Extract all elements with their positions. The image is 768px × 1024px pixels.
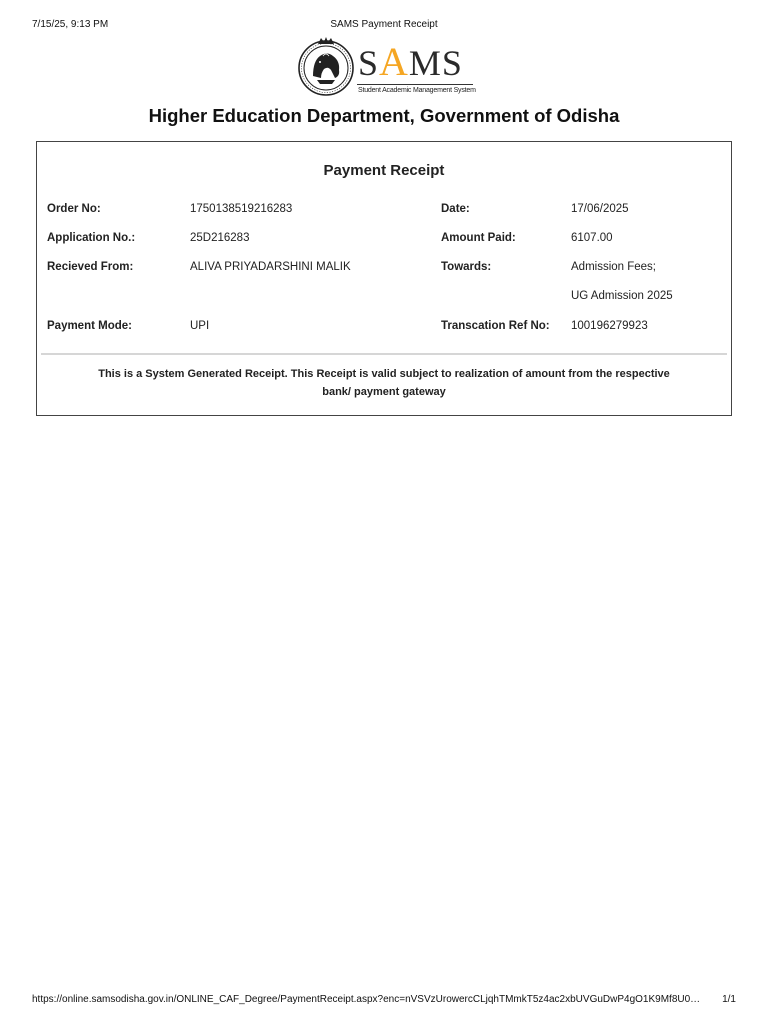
- received-from-value: ALIVA PRIYADARSHINI MALIK: [190, 261, 351, 273]
- towards-label: Towards:: [441, 261, 492, 273]
- payment-mode-label: Payment Mode:: [47, 320, 132, 332]
- date-value: 17/06/2025: [571, 203, 629, 215]
- order-no-label: Order No:: [47, 203, 101, 215]
- towards-value-line2: UG Admission 2025: [571, 290, 673, 302]
- amount-paid-label: Amount Paid:: [441, 232, 516, 244]
- brand-underline: [357, 84, 473, 85]
- print-url: https://online.samsodisha.gov.in/ONLINE_CAF_Degree/PaymentReceipt.aspx?enc=nVSVzUrowercCLjqhTMmkT5z4ac2xbUVGuDwP4gO1K9Mf8U0…: [32, 994, 701, 1005]
- amount-paid-value: 6107.00: [571, 232, 613, 244]
- transaction-ref-label: Transcation Ref No:: [441, 320, 550, 332]
- towards-value-line1: Admission Fees;: [571, 261, 657, 273]
- transaction-ref-value: 100196279923: [571, 320, 648, 332]
- receipt-disclaimer: [77, 365, 691, 401]
- application-no-label: Application No.:: [47, 232, 136, 244]
- payment-mode-value: UPI: [190, 320, 210, 332]
- print-header: [32, 19, 736, 33]
- sams-wordmark: [358, 39, 463, 84]
- print-page-title: SAMS Payment Receipt: [330, 19, 438, 30]
- logo-row: [0, 34, 768, 100]
- disclaimer-line-1: This is a System Generated Receipt. This Receipt is valid subject to realization of amount from the respective: [98, 368, 670, 380]
- order-no-value: 1750138519216283: [190, 203, 293, 215]
- print-page-count: 1/1: [722, 994, 736, 1005]
- receipt-divider: [41, 353, 727, 355]
- received-from-label: Recieved From:: [47, 261, 134, 273]
- sams-logo: [357, 38, 475, 98]
- application-no-value: 25D216283: [190, 232, 250, 244]
- print-footer: [32, 994, 736, 1008]
- brand-letters-ms: MS: [408, 43, 463, 83]
- print-datetime: 7/15/25, 9:13 PM: [32, 19, 109, 30]
- brand-letter-a: A: [379, 39, 409, 84]
- receipt-box: [36, 141, 732, 416]
- odisha-emblem-icon: [296, 35, 356, 97]
- receipt-title: Payment Receipt: [323, 162, 445, 179]
- department-title: Higher Education Department, Government of Odisha: [148, 105, 620, 126]
- date-label: Date:: [441, 203, 470, 215]
- disclaimer-line-2: bank/ payment gateway: [322, 386, 446, 398]
- brand-letter-s: S: [358, 43, 380, 83]
- brand-subtitle: Student Academic Management System: [358, 87, 476, 94]
